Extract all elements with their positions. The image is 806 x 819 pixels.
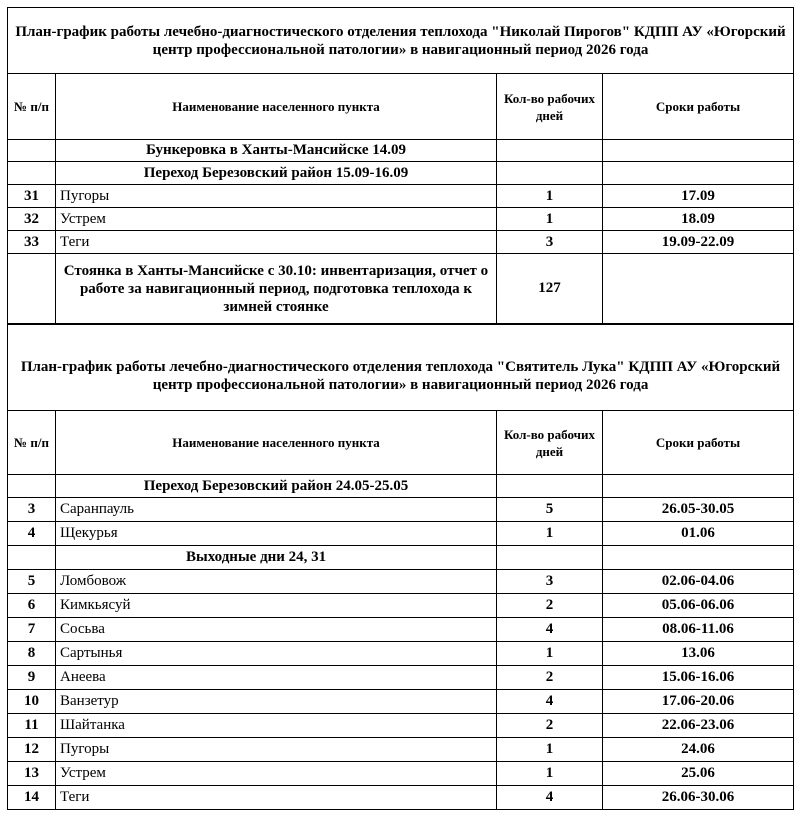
table-row [8, 594, 794, 618]
note-cell-empty [497, 475, 603, 498]
row-days: 5 [497, 498, 603, 522]
table-row [8, 762, 794, 786]
table-row [8, 498, 794, 522]
final-cell-empty [603, 254, 794, 324]
row-days: 4 [497, 690, 603, 714]
note-days-off: Выходные дни 24, 31 [56, 546, 497, 570]
table-row [8, 570, 794, 594]
row-dates: 25.06 [603, 762, 794, 786]
table-row [8, 618, 794, 642]
header-name: Наименование населенного пункта [56, 74, 497, 140]
row-days: 1 [497, 738, 603, 762]
row-name: Устрем [56, 762, 497, 786]
row-days: 1 [497, 208, 603, 231]
note-cell-empty [497, 140, 603, 162]
note-cell-empty [603, 475, 794, 498]
row-name: Сосьва [56, 618, 497, 642]
header-days: Кол-во рабочих дней [497, 74, 603, 140]
row-name: Ломбовож [56, 570, 497, 594]
row-num: 9 [8, 666, 56, 690]
row-name: Саранпауль [56, 498, 497, 522]
row-dates: 26.06-30.06 [603, 786, 794, 810]
row-num: 11 [8, 714, 56, 738]
row-num: 13 [8, 762, 56, 786]
table-row [8, 666, 794, 690]
row-days: 4 [497, 786, 603, 810]
header-name: Наименование населенного пункта [56, 411, 497, 475]
note-cell-empty [497, 162, 603, 185]
row-num: 5 [8, 570, 56, 594]
table-row [8, 522, 794, 546]
row-days: 3 [497, 570, 603, 594]
row-dates: 19.09-22.09 [603, 231, 794, 254]
note-transfer: Переход Березовский район 15.09-16.09 [56, 162, 497, 185]
row-name: Теги [56, 786, 497, 810]
row-days: 1 [497, 185, 603, 208]
row-num: 12 [8, 738, 56, 762]
row-dates: 22.06-23.06 [603, 714, 794, 738]
row-dates: 24.06 [603, 738, 794, 762]
row-name: Шайтанка [56, 714, 497, 738]
table-title: План-график работы лечебно-диагностического отделения теплохода "Святитель Лука" КДПП АУ «Югорский центр профессиональной патологии» в навигационный период 2026 года [8, 325, 794, 411]
note-cell-empty [603, 162, 794, 185]
table-row [8, 738, 794, 762]
row-num: 8 [8, 642, 56, 666]
row-dates: 17.06-20.06 [603, 690, 794, 714]
row-days: 1 [497, 642, 603, 666]
row-days: 1 [497, 522, 603, 546]
row-num: 33 [8, 231, 56, 254]
row-days: 2 [497, 594, 603, 618]
row-num: 10 [8, 690, 56, 714]
schedule-table-luka [7, 324, 794, 810]
row-dates: 13.06 [603, 642, 794, 666]
row-days: 3 [497, 231, 603, 254]
note-cell-empty [8, 140, 56, 162]
row-days: 2 [497, 666, 603, 690]
row-num: 31 [8, 185, 56, 208]
note-cell-empty [603, 140, 794, 162]
row-name: Кимкьясуй [56, 594, 497, 618]
header-dates: Сроки работы [603, 411, 794, 475]
row-days: 1 [497, 762, 603, 786]
row-dates: 02.06-04.06 [603, 570, 794, 594]
header-dates: Сроки работы [603, 74, 794, 140]
schedule-table-pirogov [7, 7, 794, 324]
note-cell-empty [8, 162, 56, 185]
table-row [8, 208, 794, 231]
row-name: Ванзетур [56, 690, 497, 714]
table-row [8, 714, 794, 738]
row-name: Сартынья [56, 642, 497, 666]
note-cell-empty [8, 475, 56, 498]
row-name: Щекурья [56, 522, 497, 546]
row-name: Теги [56, 231, 497, 254]
note-transfer: Переход Березовский район 24.05-25.05 [56, 475, 497, 498]
final-note: Стоянка в Ханты-Мансийске с 30.10: инвентаризация, отчет о работе за навигационный период, подготовка теплохода к зимней стоянке [56, 254, 497, 324]
table-row [8, 231, 794, 254]
final-cell-empty [8, 254, 56, 324]
table-title: План-график работы лечебно-диагностического отделения теплохода "Николай Пирогов" КДПП АУ «Югорский центр профессиональной патологии» в навигационный период 2026 года [8, 8, 794, 74]
row-days: 2 [497, 714, 603, 738]
note-cell-empty [8, 546, 56, 570]
row-name: Пугоры [56, 738, 497, 762]
row-name: Анеева [56, 666, 497, 690]
table-row [8, 786, 794, 810]
row-dates: 05.06-06.06 [603, 594, 794, 618]
final-days: 127 [497, 254, 603, 324]
row-num: 7 [8, 618, 56, 642]
row-dates: 08.06-11.06 [603, 618, 794, 642]
row-name: Пугоры [56, 185, 497, 208]
header-num: № п/п [8, 411, 56, 475]
row-num: 32 [8, 208, 56, 231]
row-days: 4 [497, 618, 603, 642]
row-dates: 17.09 [603, 185, 794, 208]
table-row [8, 690, 794, 714]
row-name: Устрем [56, 208, 497, 231]
row-dates: 18.09 [603, 208, 794, 231]
row-dates: 15.06-16.06 [603, 666, 794, 690]
table-row [8, 185, 794, 208]
note-cell-empty [603, 546, 794, 570]
row-num: 14 [8, 786, 56, 810]
row-num: 4 [8, 522, 56, 546]
row-num: 3 [8, 498, 56, 522]
row-dates: 26.05-30.05 [603, 498, 794, 522]
table-row [8, 642, 794, 666]
note-bunkering: Бункеровка в Ханты-Мансийске 14.09 [56, 140, 497, 162]
header-days: Кол-во рабочих дней [497, 411, 603, 475]
header-num: № п/п [8, 74, 56, 140]
note-cell-empty [497, 546, 603, 570]
row-num: 6 [8, 594, 56, 618]
row-dates: 01.06 [603, 522, 794, 546]
